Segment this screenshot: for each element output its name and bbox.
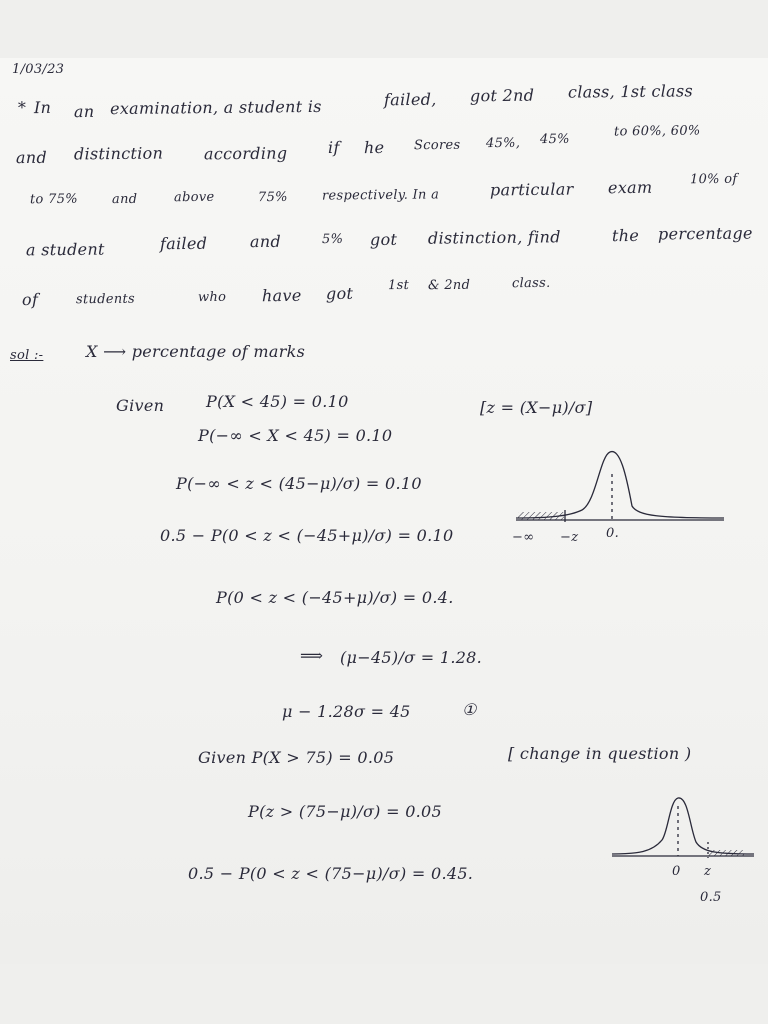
- q-line4-h: percentage: [657, 223, 753, 244]
- q-line5-b: students: [75, 291, 136, 308]
- q-line5-a: of: [21, 289, 39, 310]
- q-line1-b: an: [73, 101, 95, 122]
- graph1-left-label: −∞: [512, 530, 535, 545]
- q-line1-d: failed,: [383, 89, 437, 110]
- q-line5-h: class.: [511, 275, 551, 292]
- q-line2-b: distinction: [73, 143, 164, 164]
- normal-curve-left-tail: [510, 446, 730, 556]
- graph1-zero-label: 0.: [606, 526, 620, 541]
- q-line5-c: who: [197, 289, 227, 306]
- q-line3-e: respectively. In a: [321, 187, 440, 204]
- q-line1-e: got 2nd: [469, 85, 535, 106]
- q-line2-f: Scores: [413, 137, 461, 154]
- graph1-mid-label: −z: [560, 530, 579, 545]
- q-line4-f: distinction, find: [427, 227, 561, 248]
- step6: μ − 1.28σ = 45: [282, 702, 411, 721]
- q-line3-g: exam: [607, 177, 653, 198]
- graph2-zero-label: 0: [672, 864, 681, 879]
- q-line3-f: particular: [489, 179, 574, 200]
- step8: 0.5 − P(0 < z < (75−μ)/σ) = 0.45.: [188, 864, 474, 883]
- q-line3-h: 10% of: [689, 171, 738, 188]
- normal-curve-right-tail: [608, 792, 768, 882]
- q-line2-i: to 60%, 60%: [613, 123, 701, 140]
- step3: 0.5 − P(0 < z < (−45+μ)/σ) = 0.10: [160, 526, 454, 545]
- q-line3-d: 75%: [257, 189, 288, 206]
- given2: Given P(X > 75) = 0.05: [198, 748, 395, 767]
- q-line2-d: if: [327, 137, 340, 158]
- step2: P(−∞ < z < (45−μ)/σ) = 0.10: [176, 474, 422, 493]
- equation-tag-1: ①: [462, 700, 477, 719]
- step4: P(0 < z < (−45+μ)/σ) = 0.4.: [216, 588, 454, 607]
- q-line5-f: 1st: [387, 277, 410, 294]
- variable-definition: X ⟶ percentage of marks: [86, 342, 306, 361]
- graph2-bottom-label: 0.5: [700, 890, 722, 905]
- q-line2-h: 45%: [539, 131, 570, 148]
- question-change-note: [ change in question ): [508, 744, 692, 763]
- given1-word: Given: [116, 396, 165, 415]
- given1-expr: P(X < 45) = 0.10: [206, 392, 349, 411]
- q-line4-a: a student: [25, 239, 105, 260]
- solution-label: sol :-: [10, 348, 44, 363]
- q-line1-f: class, 1st class: [567, 81, 694, 102]
- date-label: 1/03/23: [12, 62, 65, 77]
- q-line1-c: examination, a student is: [109, 96, 322, 119]
- q-line4-b: failed: [159, 233, 208, 254]
- z-formula: [z = (X−μ)/σ]: [480, 398, 593, 417]
- q-line2-c: according: [203, 143, 288, 164]
- q-line5-e: got: [325, 283, 354, 304]
- q-line4-g: the: [611, 225, 640, 246]
- question-bullet: *: [17, 97, 27, 118]
- q-line5-d: have: [261, 285, 302, 306]
- q-line1-a: In: [33, 97, 52, 118]
- q-line3-a: to 75%: [29, 191, 78, 208]
- q-line2-e: he: [363, 137, 385, 158]
- step5-arrow: ⟹: [300, 646, 324, 665]
- q-line3-b: and: [111, 191, 138, 208]
- q-line4-d: 5%: [321, 231, 344, 248]
- step5: (μ−45)/σ = 1.28.: [340, 648, 483, 667]
- q-line4-e: got: [369, 229, 398, 250]
- q-line5-g: & 2nd: [427, 277, 471, 294]
- q-line2-g: 45%,: [485, 135, 521, 152]
- step7: P(z > (75−μ)/σ) = 0.05: [248, 802, 443, 821]
- q-line4-c: and: [249, 231, 282, 252]
- step1: P(−∞ < X < 45) = 0.10: [198, 426, 393, 445]
- graph2-z-label: z: [704, 864, 712, 879]
- q-line3-c: above: [173, 189, 215, 206]
- q-line2-a: and: [15, 147, 48, 168]
